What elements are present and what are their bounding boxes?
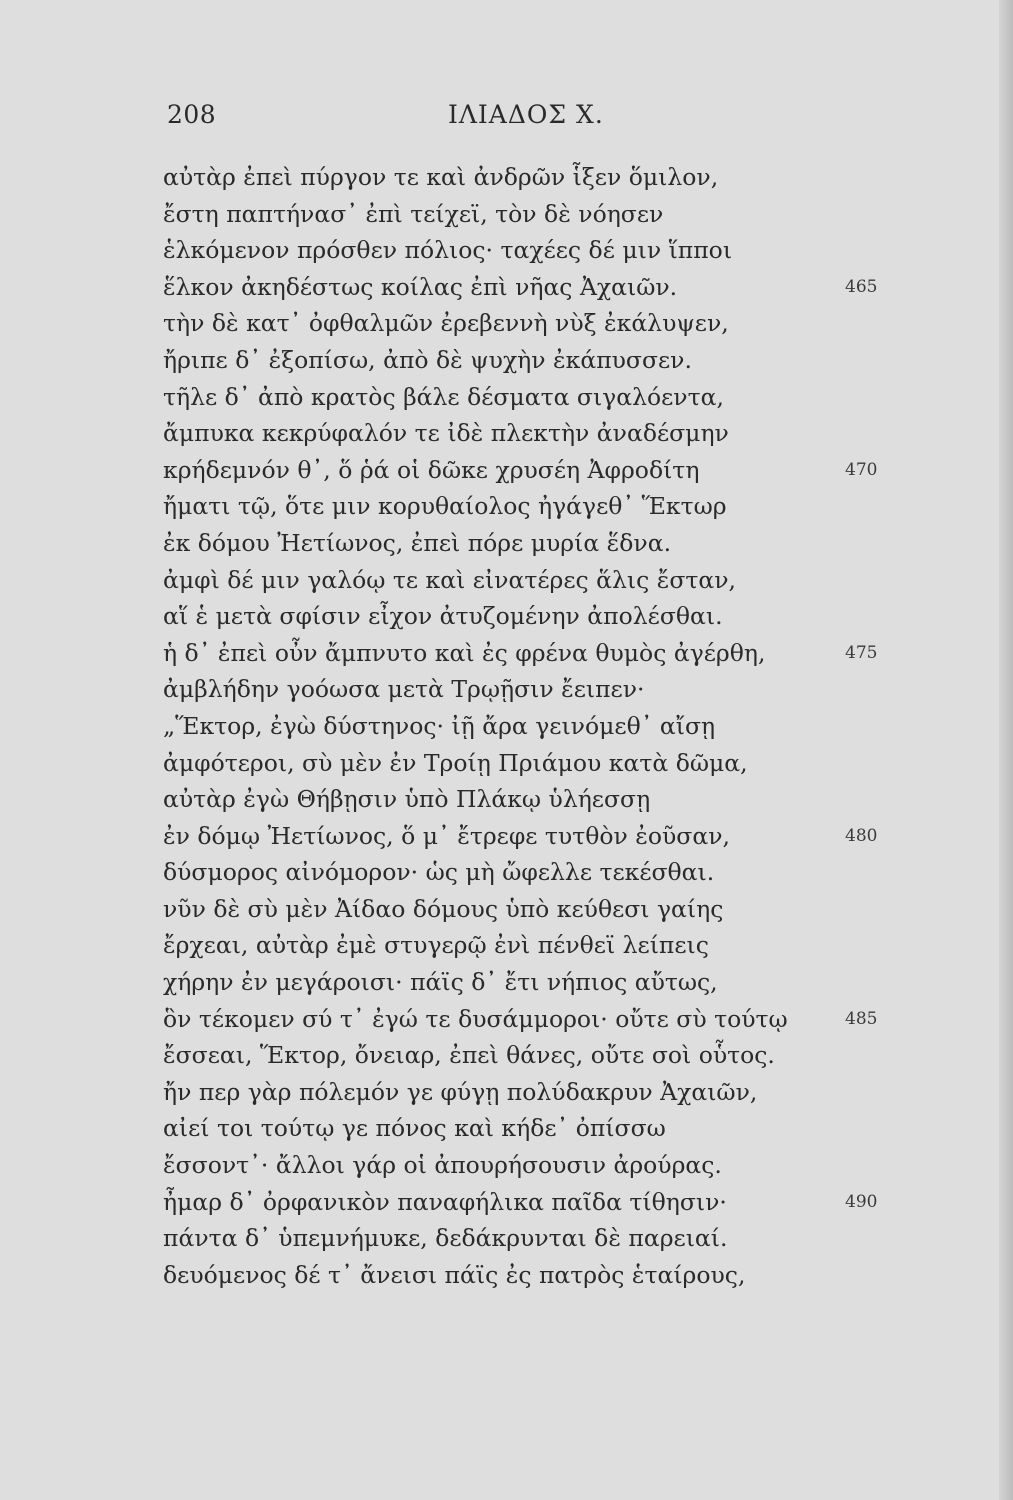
verse-line — [163, 269, 878, 306]
verse-line-text: κρήδεμνόν θ᾽, ὅ ῥά οἱ δῶκε χρυσέη Ἀφροδίτη — [163, 455, 700, 484]
verse-line — [163, 927, 803, 964]
verse-line-text: αὐτὰρ ἐγὼ Θήβῃσιν ὑπὸ Πλάκῳ ὑλήεσσῃ — [163, 785, 651, 814]
verse-line — [163, 1147, 803, 1184]
verse-line — [163, 1110, 803, 1147]
verse-line-text: ἐν δόμῳ Ἠετίωνος, ὅ μ᾽ ἔτρεφε τυτθὸν ἐοῦσαν, — [163, 821, 730, 850]
verse-line — [163, 196, 803, 233]
verse-line-text: ἤν περ γὰρ πόλεμόν γε φύγῃ πολύδακρυν Ἀχαιῶν, — [163, 1077, 758, 1106]
verse-line — [163, 708, 803, 745]
running-title: ΙΛΙΑΔΟΣ Χ. — [448, 100, 604, 129]
verse-line — [163, 598, 803, 635]
verse-line-text: ἔστη παπτήνασ᾽ ἐπὶ τείχεϊ, τὸν δὲ νόησεν — [163, 199, 664, 228]
verse-line — [163, 159, 803, 196]
verse-line — [163, 1220, 803, 1257]
verse-line — [163, 1257, 803, 1294]
verse-line — [163, 964, 803, 1001]
verse-line-text: ὃν τέκομεν σύ τ᾽ ἐγώ τε δυσάμμοροι· οὔτε σὺ τούτῳ — [163, 1004, 788, 1033]
verse-line — [163, 415, 803, 452]
verse-line — [163, 745, 803, 782]
verse-text — [163, 159, 878, 1293]
verse-line-text: ἔσσεαι, Ἕκτορ, ὄνειαρ, ἐπεὶ θάνες, οὔτε σοὶ οὗτος. — [163, 1041, 775, 1070]
verse-line-text: τὴν δὲ κατ᾽ ὀφθαλμῶν ἐρεβεννὴ νὺξ ἐκάλυψεν, — [163, 309, 729, 338]
verse-line-text: αἵ ἑ μετὰ σφίσιν εἶχον ἀτυζομένην ἀπολέσθαι. — [163, 602, 723, 631]
verse-line — [163, 562, 803, 599]
verse-line — [163, 635, 878, 672]
verse-line-text: ἄμπυκα κεκρύφαλόν τε ἰδὲ πλεκτὴν ἀναδέσμην — [163, 419, 729, 448]
verse-line-text: ἤριπε δ᾽ ἐξοπίσω, ἀπὸ δὲ ψυχὴν ἐκάπυσσεν. — [163, 345, 692, 374]
verse-line — [163, 818, 878, 855]
line-number: 485 — [845, 1008, 878, 1029]
verse-line-text: ἔσσοντ᾽· ἄλλοι γάρ οἱ ἀπουρήσουσιν ἀρούρας. — [163, 1151, 722, 1180]
verse-line-text: ἕλκον ἀκηδέστως κοίλας ἐπὶ νῆας Ἀχαιῶν. — [163, 272, 678, 301]
verse-line — [163, 891, 803, 928]
verse-line-text: νῦν δὲ σὺ μὲν Ἀίδαο δόμους ὑπὸ κεύθεσι γαίης — [163, 894, 724, 923]
line-number: 465 — [845, 276, 878, 297]
line-number: 480 — [845, 825, 878, 846]
verse-line — [163, 379, 803, 416]
verse-line-text: ἤματι τῷ, ὅτε μιν κορυθαίολος ἠγάγεθ᾽ Ἕκτωρ — [163, 492, 727, 521]
verse-line — [163, 525, 803, 562]
verse-line — [163, 342, 803, 379]
verse-line — [163, 671, 803, 708]
verse-line-text: ἑλκόμενον πρόσθεν πόλιος· ταχέες δέ μιν ἵπποι — [163, 236, 733, 265]
verse-line — [163, 781, 803, 818]
verse-line-text: „Ἕκτορ, ἐγὼ δύστηνος· ἰῇ ἄρα γεινόμεθ᾽ αἴσῃ — [163, 711, 716, 740]
verse-line — [163, 1037, 803, 1074]
verse-line — [163, 305, 803, 342]
verse-line — [163, 854, 803, 891]
line-number: 475 — [845, 642, 878, 663]
verse-line-text: δύσμορος αἰνόμορον· ὡς μὴ ὤφελλε τεκέσθαι. — [163, 858, 715, 887]
page-edge — [999, 0, 1013, 1500]
verse-line-text: ἦμαρ δ᾽ ὀρφανικὸν παναφήλικα παῖδα τίθησιν· — [163, 1187, 727, 1216]
verse-line-text: χήρην ἐν μεγάροισι· πάϊς δ᾽ ἔτι νήπιος αὔτως, — [163, 968, 718, 997]
verse-line-text: ἡ δ᾽ ἐπεὶ οὖν ἄμπνυτο καὶ ἐς φρένα θυμὸς ἀγέρθη, — [163, 638, 766, 667]
verse-line-text: ἀμβλήδην γοόωσα μετὰ Τρῳῇσιν ἔειπεν· — [163, 675, 645, 704]
verse-line-text: ἐκ δόμου Ἠετίωνος, ἐπεὶ πόρε μυρία ἕδνα. — [163, 528, 672, 557]
verse-line — [163, 1074, 803, 1111]
verse-line-text: τῆλε δ᾽ ἀπὸ κρατὸς βάλε δέσματα σιγαλόεντα, — [163, 382, 724, 411]
verse-line-text: ἔρχεαι, αὐτὰρ ἐμὲ στυγερῷ ἐνὶ πένθεϊ λείπεις — [163, 931, 709, 960]
verse-line — [163, 488, 803, 525]
verse-line — [163, 232, 803, 269]
line-number: 490 — [845, 1191, 878, 1212]
verse-line-text: ἀμφὶ δέ μιν γαλόῳ τε καὶ εἰνατέρες ἅλις ἔσταν, — [163, 565, 737, 594]
verse-line — [163, 1001, 878, 1038]
verse-line — [163, 452, 878, 489]
verse-line-text: δευόμενος δέ τ᾽ ἄνεισι πάϊς ἐς πατρὸς ἑταίρους, — [163, 1260, 746, 1289]
verse-line-text: αἰεί τοι τούτῳ γε πόνος καὶ κήδε᾽ ὀπίσσω — [163, 1114, 666, 1143]
verse-line-text: ἀμφότεροι, σὺ μὲν ἐν Τροίῃ Πριάμου κατὰ δῶμα, — [163, 748, 748, 777]
verse-line — [163, 1184, 878, 1221]
page-number: 208 — [167, 100, 217, 129]
verse-line-text: πάντα δ᾽ ὑπεμνήμυκε, δεδάκρυνται δὲ παρειαί. — [163, 1224, 728, 1253]
line-number: 470 — [845, 459, 878, 480]
verse-line-text: αὐτὰρ ἐπεὶ πύργον τε καὶ ἀνδρῶν ἷξεν ὅμιλον, — [163, 163, 719, 191]
